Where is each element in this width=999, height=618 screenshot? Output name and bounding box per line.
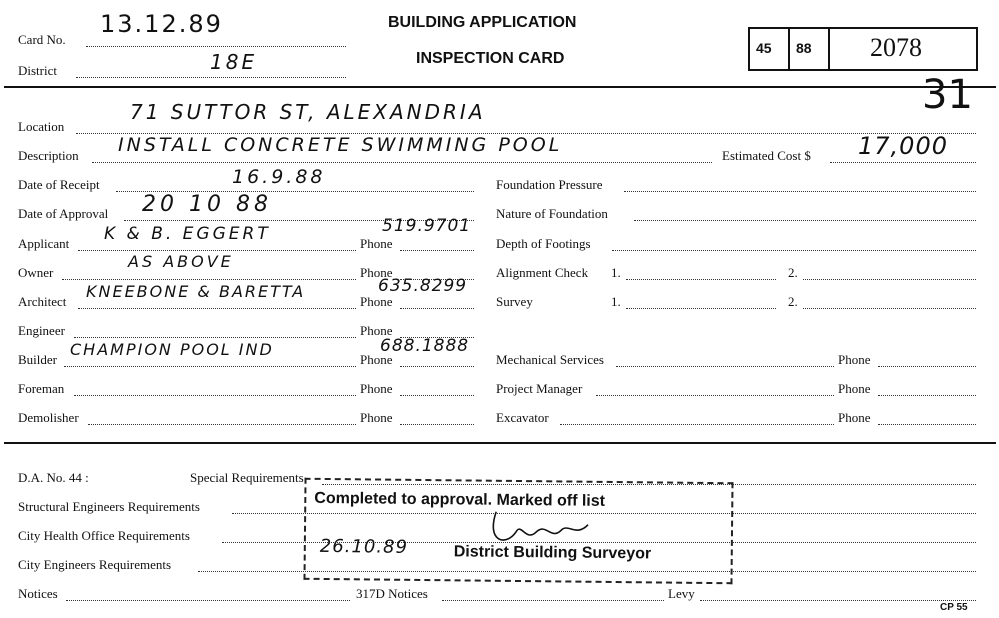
card-no-label: Card No. (18, 32, 66, 47)
alignment-num-2: 2. (788, 265, 798, 280)
location-value: 71 SUTTOR ST, ALEXANDRIA (130, 100, 486, 124)
excavator-line (560, 424, 834, 425)
owner-phone-label: Phone (360, 265, 393, 280)
special-requirements-label: Special Requirements (190, 470, 304, 485)
demolisher-line (88, 424, 356, 425)
title-line-1: BUILDING APPLICATION (388, 14, 577, 31)
builder-phone-label: Phone (360, 352, 393, 367)
foreman-phone-line (400, 395, 474, 396)
corner-note: 31 (922, 72, 973, 118)
survey-line-1 (626, 308, 776, 309)
notices-317d-line (442, 600, 664, 601)
alignment-line-1 (626, 279, 776, 280)
project-manager-label: Project Manager (496, 381, 583, 396)
card-no-value: 13.12.89 (100, 10, 223, 38)
engineer-phone-label: Phone (360, 323, 393, 338)
description-line (92, 162, 712, 163)
foreman-phone-label: Phone (360, 381, 393, 396)
survey-line-2 (803, 308, 976, 309)
da-no-label: D.A. No. 44 : (18, 470, 89, 485)
applicant-value: K & B. EGGERT (104, 224, 271, 244)
alignment-line-2 (803, 279, 976, 280)
date-approval-label: Date of Approval (18, 206, 109, 221)
box-a-value: 45 (756, 40, 772, 56)
applicant-phone-label: Phone (360, 236, 393, 251)
demolisher-label: Demolisher (18, 410, 79, 425)
district-label: District (18, 63, 57, 78)
card-no-line (86, 46, 346, 47)
architect-label: Architect (18, 294, 67, 309)
stamp-line-1: Completed to approval. Marked off list (314, 489, 606, 510)
architect-phone-label: Phone (360, 294, 393, 309)
district-line (76, 77, 346, 78)
title-line-2: INSPECTION CARD (416, 50, 565, 67)
box-c-value: 2078 (870, 33, 922, 62)
district-value: 18E (210, 50, 258, 74)
survey-num-1: 1. (611, 294, 621, 309)
box-a (748, 27, 790, 71)
levy-label: Levy (668, 586, 695, 601)
stamp-line-2: District Building Surveyor (453, 543, 652, 563)
survey-label: Survey (496, 294, 533, 309)
applicant-phone-line (400, 250, 474, 251)
estimated-cost-line (830, 162, 976, 163)
builder-value: CHAMPION POOL IND (70, 340, 274, 359)
project-manager-line (596, 395, 834, 396)
architect-line (78, 308, 356, 309)
engineer-line (74, 337, 356, 338)
owner-value: AS ABOVE (128, 252, 234, 271)
excavator-phone-label: Phone (838, 410, 871, 425)
foundation-pressure-label: Foundation Pressure (496, 177, 603, 192)
mechanical-phone-label: Phone (838, 352, 871, 367)
depth-footings-label: Depth of Footings (496, 236, 591, 251)
divider-top (4, 86, 996, 88)
foreman-label: Foreman (18, 381, 65, 396)
owner-label: Owner (18, 265, 54, 280)
applicant-phone-value: 519.9701 (382, 216, 472, 236)
mechanical-label: Mechanical Services (496, 352, 604, 367)
stamp-date: 26.10.89 (319, 535, 409, 558)
estimated-cost-label: Estimated Cost $ (722, 148, 811, 163)
demolisher-phone-line (400, 424, 474, 425)
demolisher-phone-label: Phone (360, 410, 393, 425)
builder-phone-line (400, 366, 474, 367)
location-label: Location (18, 119, 65, 134)
nature-foundation-line (634, 220, 976, 221)
estimated-cost-value: 17,000 (858, 132, 948, 160)
mechanical-phone-line (878, 366, 976, 367)
excavator-label: Excavator (496, 410, 549, 425)
alignment-num-1: 1. (611, 265, 621, 280)
box-b-value: 88 (796, 40, 812, 56)
depth-footings-line (612, 250, 976, 251)
nature-foundation-label: Nature of Foundation (496, 206, 608, 221)
excavator-phone-line (878, 424, 976, 425)
survey-num-2: 2. (788, 294, 798, 309)
architect-phone-line (400, 308, 474, 309)
notices-label: Notices (18, 586, 58, 601)
alignment-check-label: Alignment Check (496, 265, 589, 280)
applicant-label: Applicant (18, 236, 70, 251)
description-label: Description (18, 148, 79, 163)
architect-value: KNEEBONE & BARETTA (86, 282, 306, 301)
owner-line (62, 279, 356, 280)
levy-line (700, 600, 976, 601)
applicant-line (78, 250, 356, 251)
project-manager-phone-line (878, 395, 976, 396)
project-manager-phone-label: Phone (838, 381, 871, 396)
signature-icon (476, 502, 597, 553)
mechanical-line (616, 366, 834, 367)
date-approval-value: 20 10 88 (142, 192, 272, 217)
architect-phone-value: 635.8299 (378, 276, 468, 296)
city-engineers-label: City Engineers Requirements (18, 557, 172, 572)
builder-line (64, 366, 356, 367)
builder-label: Builder (18, 352, 57, 367)
engineer-label: Engineer (18, 323, 65, 338)
approval-stamp (303, 478, 733, 584)
date-receipt-value: 16.9.88 (232, 166, 326, 188)
box-c (828, 27, 978, 71)
divider-bottom (4, 442, 996, 444)
date-receipt-label: Date of Receipt (18, 177, 100, 192)
box-b (788, 27, 830, 71)
notices-line (66, 600, 350, 601)
notices-317d-label: 317D Notices (356, 586, 428, 601)
structural-label: Structural Engineers Requirements (18, 499, 200, 514)
description-value: INSTALL CONCRETE SWIMMING POOL (118, 134, 563, 156)
foundation-pressure-line (624, 191, 976, 192)
foreman-line (74, 395, 356, 396)
form-code: CP 55 (940, 602, 968, 613)
city-health-label: City Health Office Requirements (18, 528, 190, 543)
builder-phone-value: 688.1888 (380, 336, 470, 356)
